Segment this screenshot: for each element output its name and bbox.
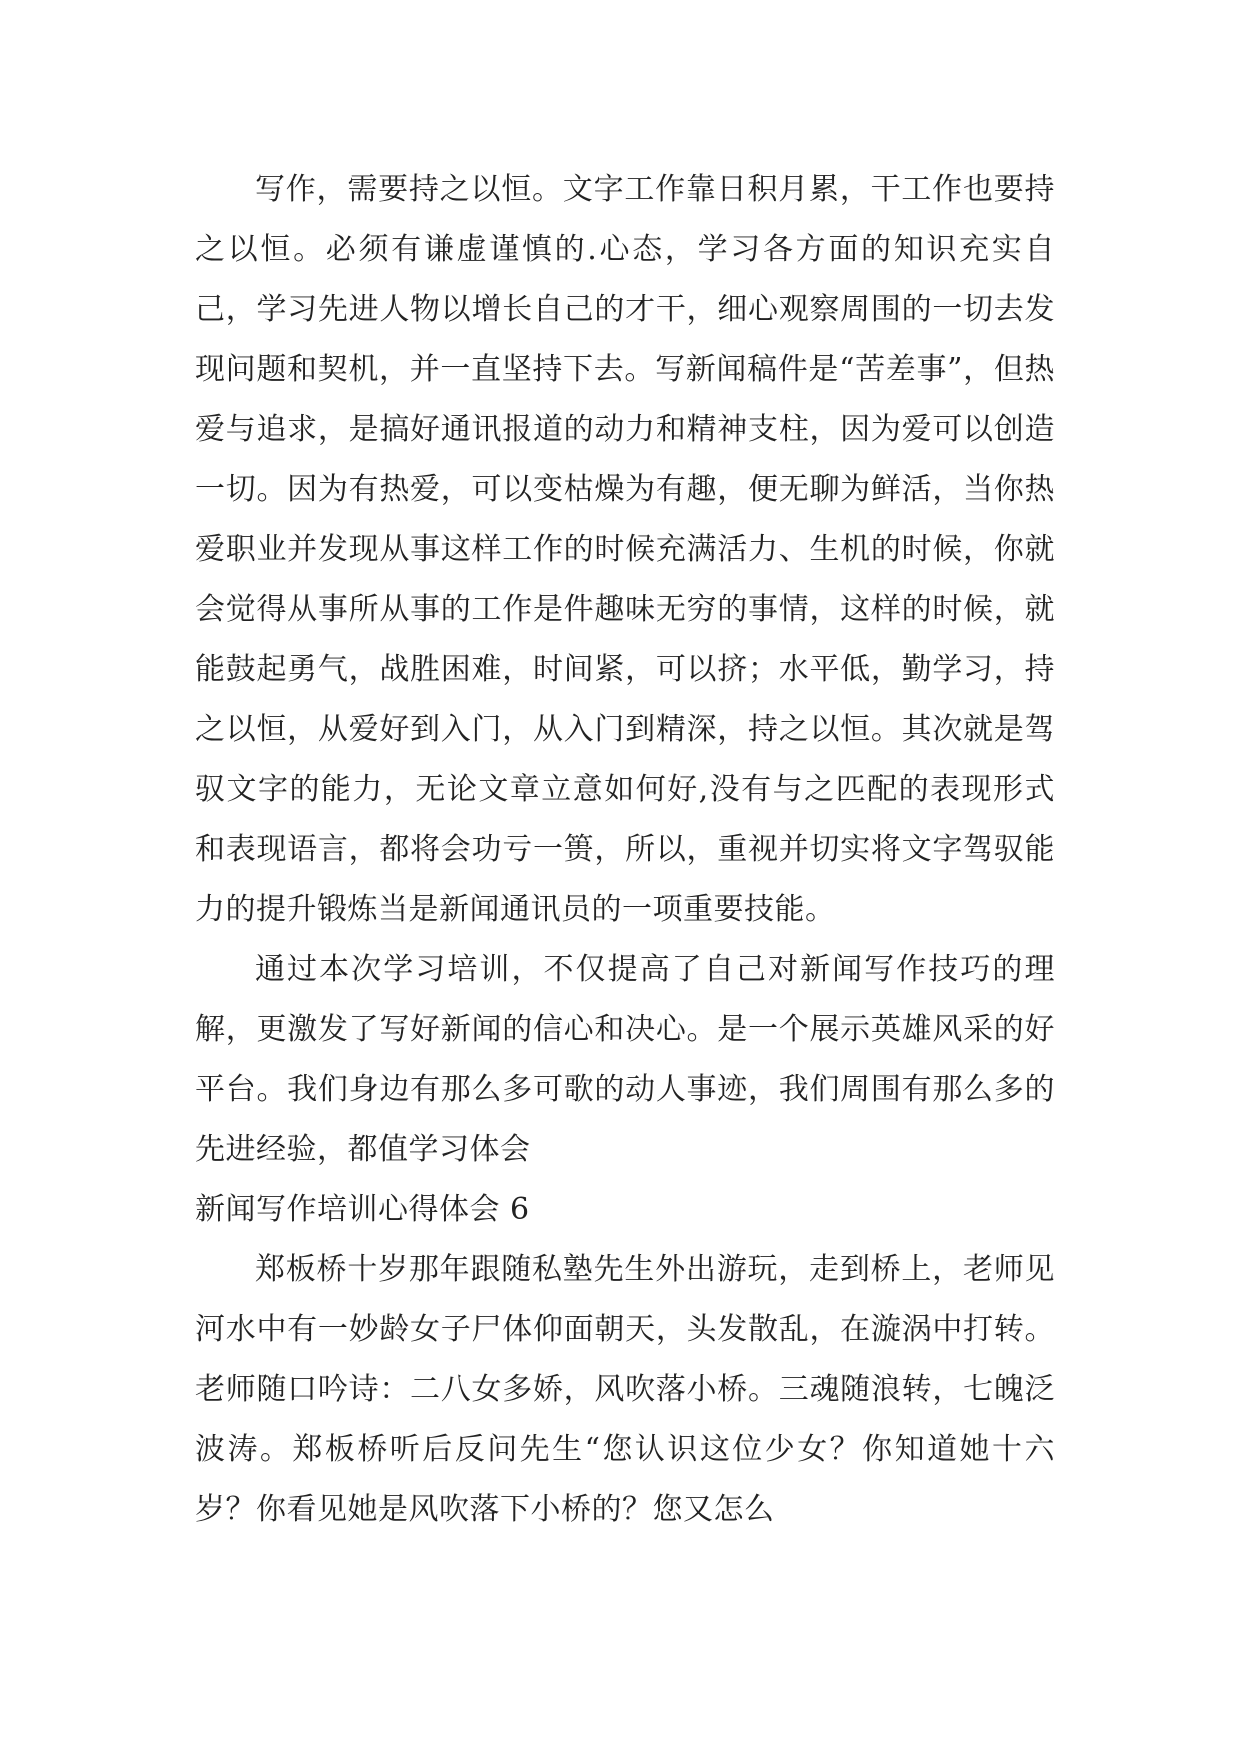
body-paragraph-2: 通过本次学习培训，不仅提高了自己对新闻写作技巧的理解，更激发了写好新闻的信心和决心。是一个展示英雄风采的好平台。我们身边有那么多可歌的动人事迹，我们周围有那么多的先进经验，都值学习体会 xyxy=(195,952,1055,1167)
body-paragraph-1: 写作，需要持之以恒。文字工作靠日积月累，干工作也要持之以恒。必须有谦虚谨慎的.心态，学习各方面的知识充实自己，学习先进人物以增长自己的才干，细心观察周围的一切去发现问题和契机，并一直坚持下去。写新闻稿件是“苦差事”，但热爱与追求，是搞好通讯报道的动力和精神支柱，因为爱可以创造一切。因为有热爱，可以变枯燥为有趣，便无聊为鲜活，当你热爱职业并发现从事这样工作的时候充满活力、生机的时候，你就会觉得从事所从事的工作是件趣味无穷的事情，这样的时候，就能鼓起勇气，战胜困难，时间紧，可以挤；水平低，勤学习，持之以恒，从爱好到入门，从入门到精深，持之以恒。其次就是驾驭文字的能力，无论文章立意如何好,没有与之匹配的表现形式和表现语言，都将会功亏一篑，所以，重视并切实将文字驾驭能力的提升锻炼当是新闻通讯员的一项重要技能。 xyxy=(195,172,1055,927)
body-paragraph-3: 郑板桥十岁那年跟随私塾先生外出游玩，走到桥上，老师见河水中有一妙龄女子尸体仰面朝天，头发散乱，在漩涡中打转。老师随口吟诗：二八女多娇，风吹落小桥。三魂随浪转，七魄泛波涛。郑板桥听后反问先生“您认识这位少女？你知道她十六岁？你看见她是风吹落下小桥的？您又怎么 xyxy=(195,1252,1055,1527)
document-body xyxy=(195,160,1055,1540)
section-heading: 新闻写作培训心得体会 6 xyxy=(195,1192,530,1227)
